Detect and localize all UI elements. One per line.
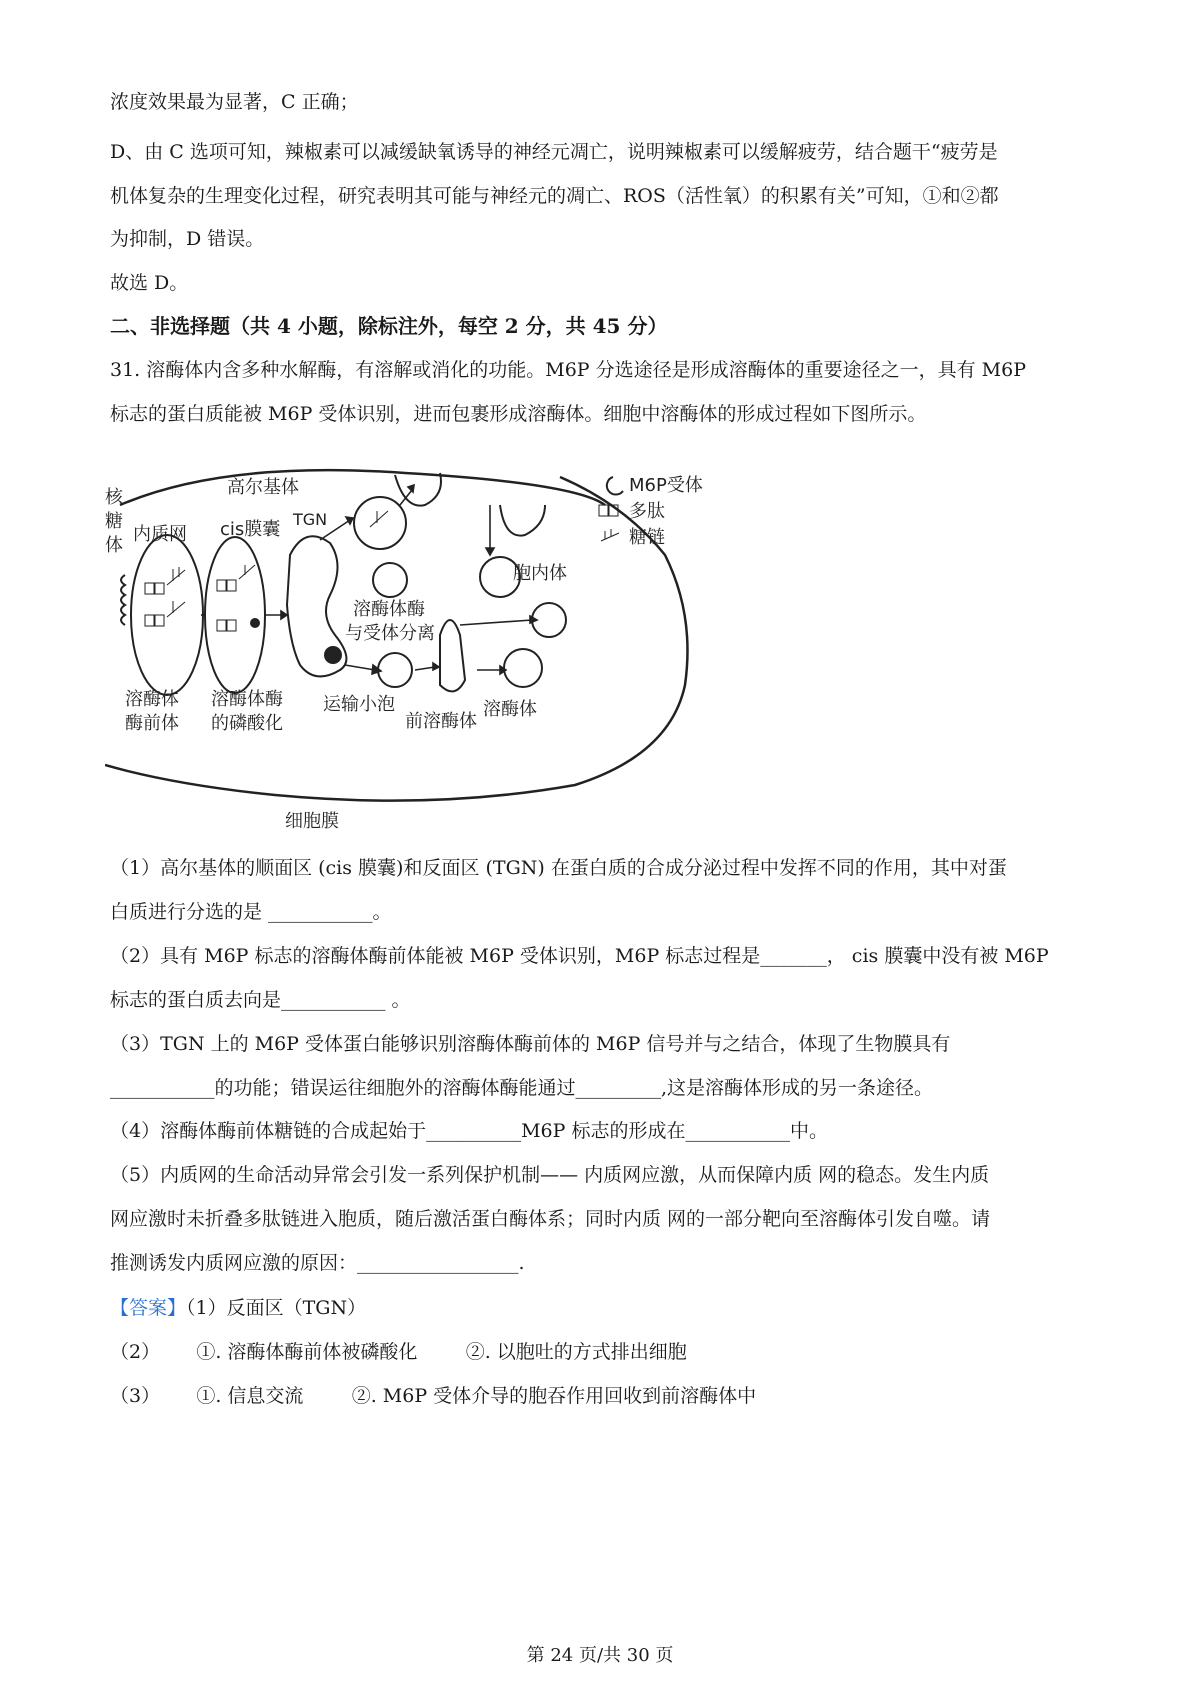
subquestion-2: （2）具有 M6P 标志的溶酶体酶前体能被 M6P 受体识别，M6P 标志过程是_______， cis 膜囊中没有被 M6P <box>110 945 1049 967</box>
label-prelyso: 前溶酶体 <box>405 711 477 732</box>
answer-1: （1）反面区（TGN） <box>186 1297 367 1319</box>
subquestion-3: （3）TGN 上的 M6P 受体蛋白能够识别溶酶体酶前体的 M6P 信号并与之结合，体现了生物膜具有 <box>110 1033 951 1055</box>
legend-receptor: M6P受体 <box>629 475 703 496</box>
answer-tag: 【答案】 <box>110 1297 187 1319</box>
subquestion-2: 标志的蛋白质去向是___________ 。 <box>110 989 411 1011</box>
question-stem: 标志的蛋白质能被 M6P 受体识别，进而包裹形成溶酶体。细胞中溶酶体的形成过程如下图所示。 <box>110 403 927 425</box>
paragraph-line: 为抑制，D 错误。 <box>110 228 265 250</box>
label-precursor-1: 溶酶体 <box>125 689 179 710</box>
section-heading: 二、非选择题（共 4 小题，除标注外，每空 2 分，共 45 分） <box>110 314 668 338</box>
label-separate-2: 与受体分离 <box>345 623 435 644</box>
label-nucleus-ribosome-1: 核 <box>105 487 123 508</box>
label-golgi: 高尔基体 <box>227 477 299 498</box>
question-stem: 31. 溶酶体内含多种水解酶，有溶解或消化的功能。M6P 分选途径是形成溶酶体的重要途径之一，具有 M6P <box>110 359 1026 381</box>
label-nucleus-ribosome-3: 体 <box>105 535 123 556</box>
answer-line <box>110 1295 366 1321</box>
label-phos-2: 的磷酸化 <box>211 713 283 734</box>
subquestion-5: 网应激时未折叠多肽链进入胞质，随后激活蛋白酶体系；同时内质 网的一部分靶向至溶酶体引发自噬。请 <box>110 1208 991 1230</box>
subquestion-3: ___________的功能；错误运往细胞外的溶酶体酶能通过_________,这是溶酶体形成的另一条途径。 <box>110 1077 934 1099</box>
label-precursor-2: 酶前体 <box>125 713 179 734</box>
answer-2: （2） ①. 溶酶体酶前体被磷酸化 ②. 以胞吐的方式排出细胞 <box>110 1341 687 1363</box>
paragraph-line: 故选 D。 <box>110 272 189 294</box>
label-transport: 运输小泡 <box>323 694 395 715</box>
page-footer: 第 24 页/共 30 页 <box>526 1645 674 1666</box>
subquestion-1: （1）高尔基体的顺面区 (cis 膜囊)和反面区 (TGN) 在蛋白质的合成分泌过程中发挥不同的作用，其中对蛋 <box>110 857 1007 879</box>
label-endosome: 胞内体 <box>513 563 567 584</box>
label-er: 内质网 <box>133 524 187 545</box>
label-cis: cis膜囊 <box>220 519 281 540</box>
paragraph-line: 浓度效果最为显著，C 正确； <box>110 91 359 113</box>
answer-3: （3） ①. 信息交流 ②. M6P 受体介导的胞吞作用回收到前溶酶体中 <box>110 1385 757 1407</box>
label-nucleus-ribosome-2: 糖 <box>105 511 123 532</box>
label-lysosome: 溶酶体 <box>483 699 537 720</box>
label-separate-1: 溶酶体酶 <box>353 599 425 620</box>
legend-peptide: 多肽 <box>629 501 665 522</box>
label-membrane: 细胞膜 <box>285 811 339 832</box>
receptor-icon <box>607 477 623 495</box>
subquestion-5: （5）内质网的生命活动异常会引发一系列保护机制—— 内质网应激，从而保障内质 网的稳态。发生内质 <box>110 1164 990 1186</box>
subquestion-5: 推测诱发内质网应激的原因：_________________. <box>110 1252 525 1274</box>
lysosome-formation-diagram <box>105 465 795 915</box>
subquestion-1: 白质进行分选的是 ___________。 <box>110 901 392 923</box>
legend-sugar: 糖链 <box>629 527 665 548</box>
subquestion-4: （4）溶酶体酶前体糖链的合成起始于__________M6P 标志的形成在___________中。 <box>110 1120 828 1142</box>
label-phos-1: 溶酶体酶 <box>211 689 283 710</box>
paragraph-line: 机体复杂的生理变化过程，研究表明其可能与神经元的凋亡、ROS（活性氧）的积累有关”可知，①和②都 <box>110 185 999 207</box>
sugar-chain-icon <box>601 529 619 541</box>
peptide-icon <box>599 505 608 516</box>
paragraph-line: D、由 C 选项可知，辣椒素可以减缓缺氧诱导的神经元凋亡，说明辣椒素可以缓解疲劳，结合题干“疲劳是 <box>110 141 998 163</box>
label-tgn: TGN <box>293 510 328 529</box>
